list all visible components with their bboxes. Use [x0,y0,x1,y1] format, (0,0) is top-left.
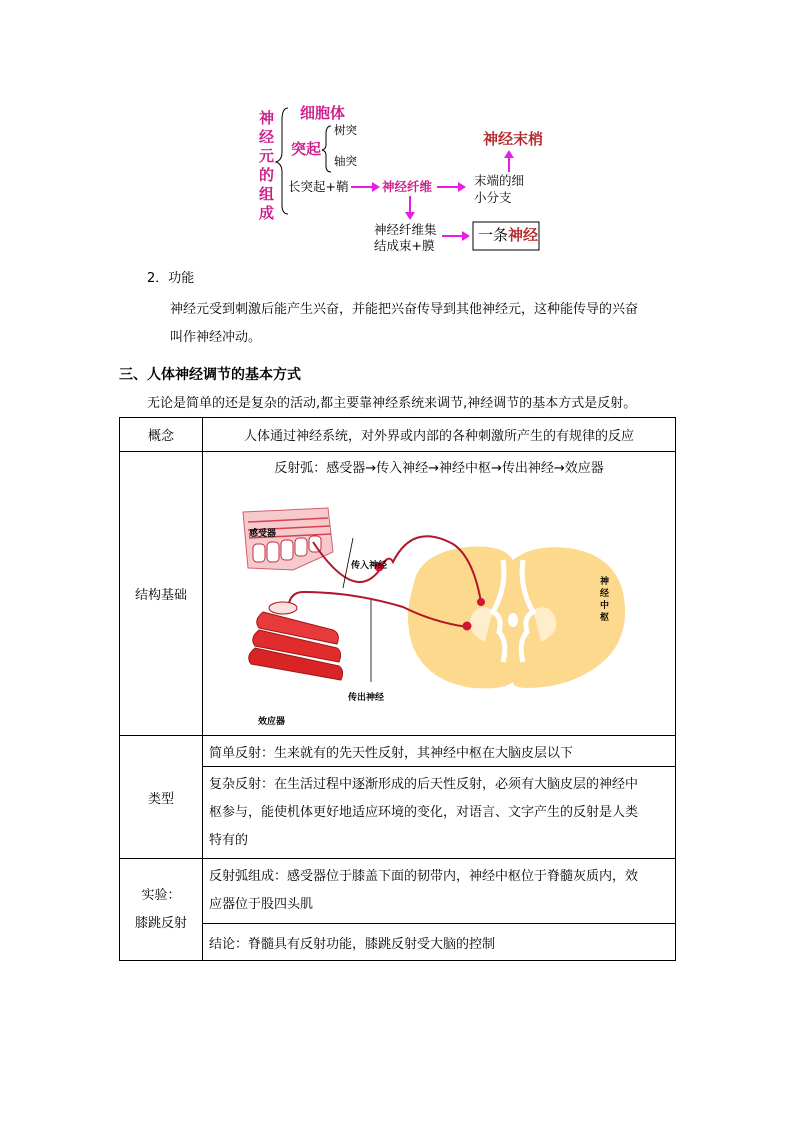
axon-label: 轴突 [334,154,357,168]
concept-value: 人体通过神经系统，对外界或内部的各种刺激所产生的有规律的反应 [203,418,676,452]
experiment-label: 实验： 膝跳反射 [120,859,203,961]
neuron-composition-diagram [0,0,794,270]
terminal-branch-line1: 末端的细 [474,173,525,188]
row-structure [120,452,676,736]
one-nerve-label: 一条神经 [478,226,539,244]
section3-intro: 无论是简单的还是复杂的活动,都主要靠神经系统来调节,神经调节的基本方式是反射。 [147,396,637,411]
dendrite-label: 树突 [334,123,357,137]
complex-reflex: 复杂反射：在生活过程中逐渐形成的后天性反射，必须有大脑皮层的神经中 枢参与，能使机体更好地适应环境的变化，对语言、文字产生的反射是人类 特有的 [203,767,676,859]
simple-reflex: 简单反射：生来就有的先天性反射，其神经中枢在大脑皮层以下 [203,736,676,767]
row-type-complex [120,767,676,859]
cell-body-label: 细胞体 [300,104,346,122]
receptor-label: 感受器 [249,529,277,539]
receptor-tissue [243,508,333,570]
structure-label: 结构基础 [120,452,203,736]
conclusion: 结论：脊髓具有反射功能，膝跳反射受大脑的控制 [203,924,676,961]
effector-label: 效应器 [258,717,286,727]
function-heading: 2．功能 [147,271,195,286]
row-experiment-arc [120,859,676,924]
bundle-line2: 结成束+膜 [374,238,435,253]
nerve-ending-label: 神经末梢 [483,130,544,148]
arc-composition: 反射弧组成：感受器位于膝盖下面的韧带内，神经中枢位于脊髓灰质内，效 应器位于股四头肌 [203,859,676,924]
long-process-label: 长突起+鞘 [288,179,349,194]
reflex-arc-cell [203,452,676,736]
terminal-branch-line2: 小分支 [474,190,512,205]
center-label: 神 经 中 枢 [600,577,610,623]
bundle-line1: 神经纤维集 [374,222,437,237]
reflex-arc-text: 反射弧：感受器→传入神经→神经中枢→传出神经→效应器 [274,461,604,476]
function-line1: 神经元受到刺激后能产生兴奋，并能把兴奋传导到其他神经元，这种能传导的兴奋 [170,302,639,317]
spinal-cord [408,547,625,689]
vertical-title: 神 经 元 的 组 成 [259,109,275,222]
process-label: 突起 [291,140,322,158]
section3-title: 三、人体神经调节的基本方式 [119,367,301,383]
row-experiment-conclusion [120,924,676,961]
efferent-label: 传出神经 [348,693,385,703]
row-concept [120,418,676,452]
nerve-fiber-label: 神经纤维 [382,179,433,194]
row-type-simple [120,736,676,767]
afferent-label: 传入神经 [351,561,388,571]
reflex-table [119,417,676,961]
function-line2: 叫作神经冲动。 [170,330,262,345]
type-label: 类型 [120,736,203,859]
concept-label: 概念 [120,418,203,452]
effector-muscle [249,602,343,680]
